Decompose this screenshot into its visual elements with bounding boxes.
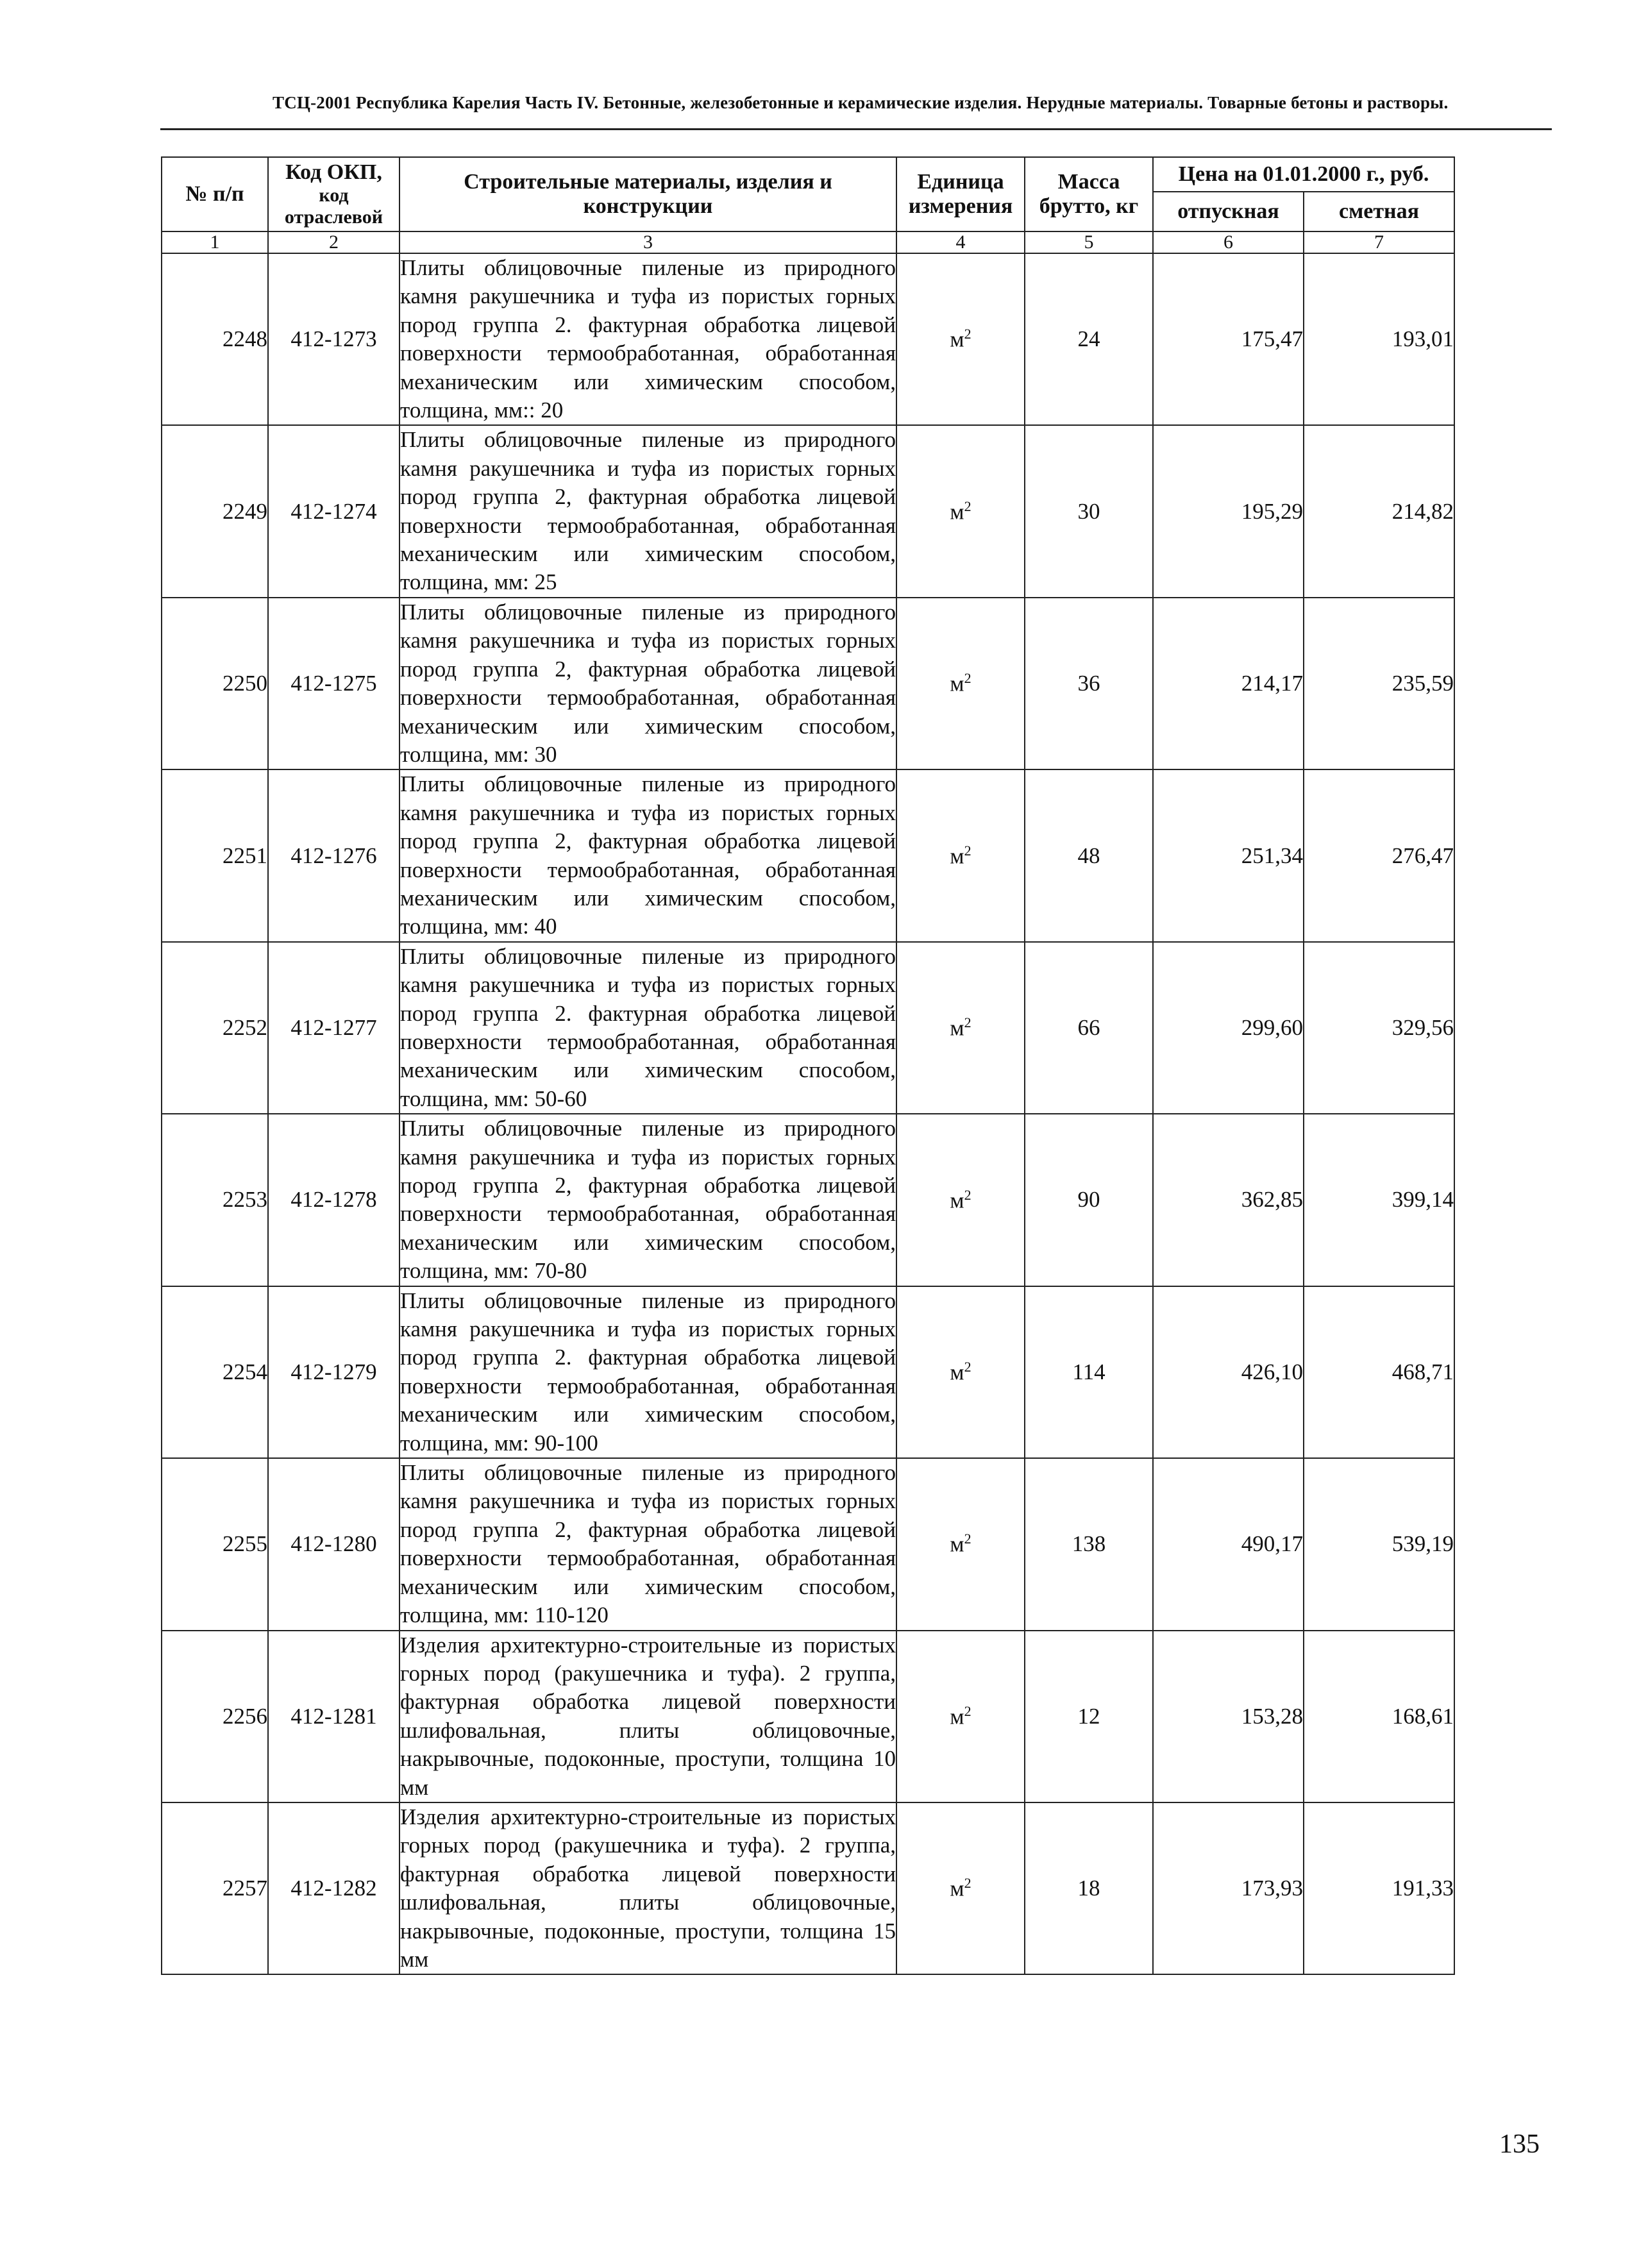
header-name bbox=[399, 157, 896, 231]
row-mass: 114 bbox=[1025, 1286, 1153, 1458]
header-code-line3: отраслевой bbox=[284, 206, 383, 228]
row-unit bbox=[896, 1286, 1025, 1458]
table-header-row bbox=[162, 157, 1454, 192]
unit-base: м bbox=[950, 671, 964, 696]
row-price-release: 490,17 bbox=[1153, 1458, 1304, 1630]
row-num: 2251 bbox=[162, 769, 268, 941]
unit-base: м bbox=[950, 327, 964, 353]
row-description: Плиты облицовочные пиленые из природного камня ракушечника и туфа из пористых горных пород группа 2, фактурная обработка лицевой поверхности термообработанная, обработанная механическим или химическим способом, толщина, мм: 110-120 bbox=[399, 1458, 896, 1630]
unit-base: м bbox=[950, 499, 964, 525]
row-mass: 24 bbox=[1025, 253, 1153, 425]
table-row bbox=[162, 598, 1454, 769]
row-num: 2252 bbox=[162, 942, 268, 1114]
row-price-estimate: 276,47 bbox=[1304, 769, 1454, 941]
table-row bbox=[162, 1802, 1454, 1974]
row-description: Плиты облицовочные пиленые из природного камня ракушечника и туфа из пористых горных пород группа 2, фактурная обработка лицевой поверхности термообработанная, обработанная механическим или химическим способом, толщина, мм: 30 bbox=[399, 598, 896, 769]
row-price-release: 299,60 bbox=[1153, 942, 1304, 1114]
header-mass-line2: брутто, кг bbox=[1039, 194, 1139, 218]
row-price-estimate: 468,71 bbox=[1304, 1286, 1454, 1458]
unit-exponent: 2 bbox=[964, 842, 971, 859]
row-price-estimate: 193,01 bbox=[1304, 253, 1454, 425]
row-description: Плиты облицовочные пиленые из природного камня ракушечника и туфа из пористых горных пород группа 2, фактурная обработка лицевой поверхности термообработанная, обработанная механическим или химическим способом, толщина, мм: 25 bbox=[399, 425, 896, 597]
unit-exponent: 2 bbox=[964, 1186, 971, 1203]
row-num: 2248 bbox=[162, 253, 268, 425]
column-number: 7 bbox=[1304, 231, 1454, 253]
row-price-estimate: 191,33 bbox=[1304, 1802, 1454, 1974]
row-code: 412-1281 bbox=[268, 1631, 399, 1802]
row-mass: 36 bbox=[1025, 598, 1153, 769]
unit-base: м bbox=[950, 1015, 964, 1041]
row-unit bbox=[896, 1458, 1025, 1630]
row-mass: 90 bbox=[1025, 1114, 1153, 1286]
row-description: Плиты облицовочные пиленые из природного камня ракушечника и туфа из пористых горных пород группа 2. фактурная обработка лицевой поверхности термообработанная, обработанная механическим или химическим способом, толщина, мм:: 20 bbox=[399, 253, 896, 425]
row-code: 412-1279 bbox=[268, 1286, 399, 1458]
row-price-release: 214,17 bbox=[1153, 598, 1304, 769]
row-price-estimate: 214,82 bbox=[1304, 425, 1454, 597]
row-unit bbox=[896, 425, 1025, 597]
table-row bbox=[162, 1286, 1454, 1458]
row-description: Плиты облицовочные пиленые из природного камня ракушечника и туфа из пористых горных пород группа 2. фактурная обработка лицевой поверхности термообработанная, обработанная механическим или химическим способом, толщина, мм: 90-100 bbox=[399, 1286, 896, 1458]
row-code: 412-1278 bbox=[268, 1114, 399, 1286]
row-unit bbox=[896, 253, 1025, 425]
row-mass: 30 bbox=[1025, 425, 1153, 597]
row-price-release: 251,34 bbox=[1153, 769, 1304, 941]
column-number: 3 bbox=[399, 231, 896, 253]
unit-exponent: 2 bbox=[964, 1875, 971, 1892]
header-code bbox=[268, 157, 399, 231]
column-number-row bbox=[162, 231, 1454, 253]
column-number: 5 bbox=[1025, 231, 1153, 253]
row-unit bbox=[896, 1802, 1025, 1974]
column-number: 2 bbox=[268, 231, 399, 253]
row-description: Изделия архитектурно-строительные из пористых горных пород (ракушечника и туфа). 2 группа, фактурная обработка лицевой поверхности шлифовальная, плиты облицовочные, накрывочные, подоконные, проступи, толщина 10 мм bbox=[399, 1631, 896, 1802]
unit-exponent: 2 bbox=[964, 326, 971, 342]
row-code: 412-1275 bbox=[268, 598, 399, 769]
row-unit bbox=[896, 598, 1025, 769]
row-description: Плиты облицовочные пиленые из природного камня ракушечника и туфа из пористых горных пород группа 2. фактурная обработка лицевой поверхности термообработанная, обработанная механическим или химическим способом, толщина, мм: 50-60 bbox=[399, 942, 896, 1114]
header-price-group: Цена на 01.01.2000 г., руб. bbox=[1153, 157, 1454, 192]
row-num: 2257 bbox=[162, 1802, 268, 1974]
header-code-line2: код bbox=[319, 185, 349, 206]
row-price-estimate: 329,56 bbox=[1304, 942, 1454, 1114]
row-price-release: 153,28 bbox=[1153, 1631, 1304, 1802]
unit-exponent: 2 bbox=[964, 1359, 971, 1375]
row-code: 412-1277 bbox=[268, 942, 399, 1114]
row-unit bbox=[896, 942, 1025, 1114]
unit-exponent: 2 bbox=[964, 498, 971, 514]
table-row bbox=[162, 425, 1454, 597]
unit-base: м bbox=[950, 1532, 964, 1558]
row-num: 2253 bbox=[162, 1114, 268, 1286]
table-row bbox=[162, 1458, 1454, 1630]
row-description: Плиты облицовочные пиленые из природного камня ракушечника и туфа из пористых горных пород группа 2, фактурная обработка лицевой поверхности термообработанная, обработанная механическим или химическим способом, толщина, мм: 70-80 bbox=[399, 1114, 896, 1286]
row-code: 412-1280 bbox=[268, 1458, 399, 1630]
table-body bbox=[162, 253, 1454, 1974]
header-num: № п/п bbox=[162, 157, 268, 231]
table-row bbox=[162, 1114, 1454, 1286]
header-price-estimate: сметная bbox=[1304, 192, 1454, 231]
row-num: 2250 bbox=[162, 598, 268, 769]
row-price-estimate: 235,59 bbox=[1304, 598, 1454, 769]
row-code: 412-1274 bbox=[268, 425, 399, 597]
row-description: Плиты облицовочные пиленые из природного камня ракушечника и туфа из пористых горных пород группа 2, фактурная обработка лицевой поверхности термообработанная, обработанная механическим или химическим способом, толщина, мм: 40 bbox=[399, 769, 896, 941]
page-number: 135 bbox=[1499, 2129, 1540, 2159]
unit-base: м bbox=[950, 1188, 964, 1213]
header-code-line1: Код ОКП, bbox=[285, 160, 382, 184]
table-row bbox=[162, 1631, 1454, 1802]
row-mass: 48 bbox=[1025, 769, 1153, 941]
row-unit bbox=[896, 1631, 1025, 1802]
row-code: 412-1276 bbox=[268, 769, 399, 941]
column-number: 4 bbox=[896, 231, 1025, 253]
running-header: ТСЦ-2001 Республика Карелия Часть IV. Бетонные, железобетонные и керамические изделия. Нерудные материалы. Товарные бетоны и растворы. bbox=[273, 93, 1449, 112]
column-number: 1 bbox=[162, 231, 268, 253]
row-mass: 18 bbox=[1025, 1802, 1153, 1974]
unit-base: м bbox=[950, 1359, 964, 1385]
header-price-release: отпускная bbox=[1153, 192, 1304, 231]
row-num: 2254 bbox=[162, 1286, 268, 1458]
row-price-release: 195,29 bbox=[1153, 425, 1304, 597]
header-unit-line2: измерения bbox=[908, 194, 1013, 218]
header-mass bbox=[1025, 157, 1153, 231]
table-row bbox=[162, 253, 1454, 425]
row-mass: 12 bbox=[1025, 1631, 1153, 1802]
price-table bbox=[161, 156, 1455, 1975]
unit-exponent: 2 bbox=[964, 1702, 971, 1719]
row-price-release: 175,47 bbox=[1153, 253, 1304, 425]
row-price-estimate: 399,14 bbox=[1304, 1114, 1454, 1286]
unit-exponent: 2 bbox=[964, 1014, 971, 1031]
header-name-line1: Строительные материалы, изделия и bbox=[464, 170, 832, 194]
row-mass: 138 bbox=[1025, 1458, 1153, 1630]
row-unit bbox=[896, 769, 1025, 941]
header-rule bbox=[160, 128, 1552, 130]
row-unit bbox=[896, 1114, 1025, 1286]
header-unit-line1: Единица bbox=[917, 170, 1004, 194]
row-num: 2256 bbox=[162, 1631, 268, 1802]
column-number: 6 bbox=[1153, 231, 1304, 253]
unit-exponent: 2 bbox=[964, 670, 971, 687]
header-mass-line1: Масса bbox=[1057, 170, 1120, 194]
row-mass: 66 bbox=[1025, 942, 1153, 1114]
row-description: Изделия архитектурно-строительные из пористых горных пород (ракушечника и туфа). 2 группа, фактурная обработка лицевой поверхности шлифовальная, плиты облицовочные, накрывочные, подоконные, проступи, толщина 15 мм bbox=[399, 1802, 896, 1974]
row-code: 412-1282 bbox=[268, 1802, 399, 1974]
row-price-release: 362,85 bbox=[1153, 1114, 1304, 1286]
row-price-estimate: 168,61 bbox=[1304, 1631, 1454, 1802]
unit-base: м bbox=[950, 843, 964, 869]
table-row bbox=[162, 942, 1454, 1114]
unit-exponent: 2 bbox=[964, 1531, 971, 1547]
header-unit bbox=[896, 157, 1025, 231]
row-code: 412-1273 bbox=[268, 253, 399, 425]
unit-base: м bbox=[950, 1704, 964, 1729]
row-num: 2255 bbox=[162, 1458, 268, 1630]
table-row bbox=[162, 769, 1454, 941]
row-price-release: 426,10 bbox=[1153, 1286, 1304, 1458]
unit-base: м bbox=[950, 1876, 964, 1901]
row-num: 2249 bbox=[162, 425, 268, 597]
header-name-line2: конструкции bbox=[583, 194, 713, 218]
row-price-estimate: 539,19 bbox=[1304, 1458, 1454, 1630]
row-price-release: 173,93 bbox=[1153, 1802, 1304, 1974]
